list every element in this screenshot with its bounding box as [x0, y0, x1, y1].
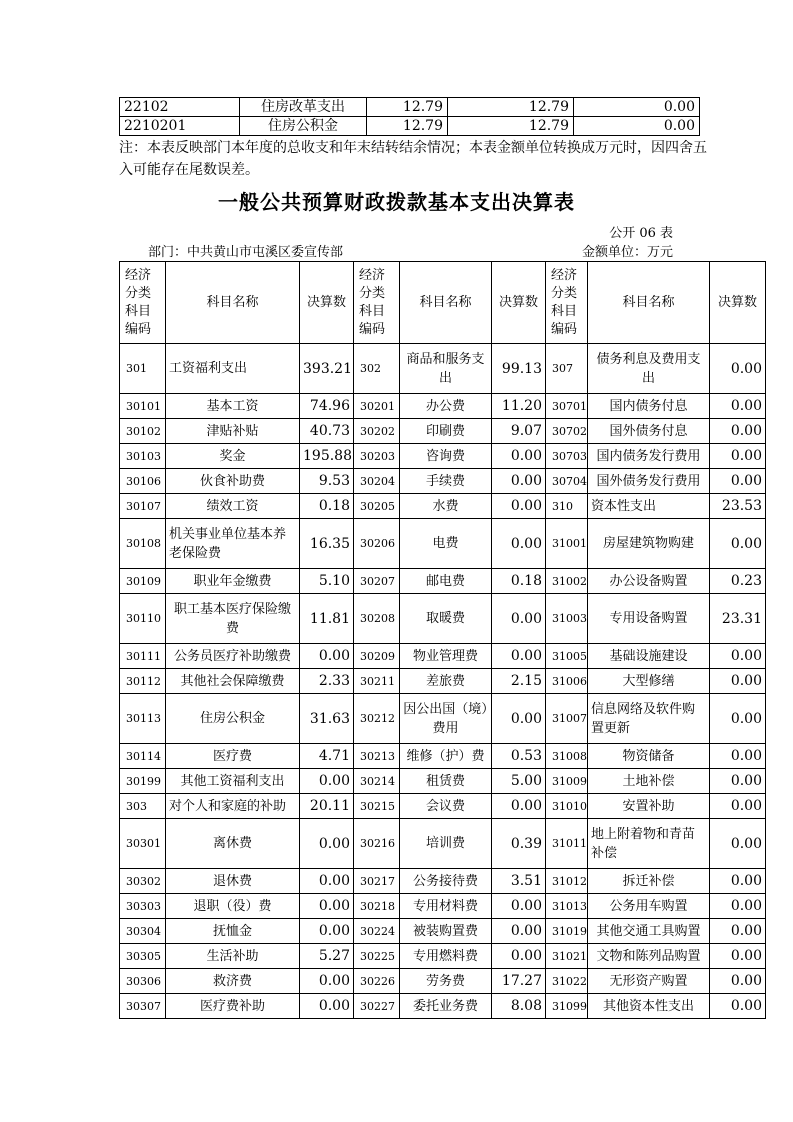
top-table — [119, 97, 700, 136]
cell-amount: 0.00 — [710, 344, 766, 394]
cell-code: 30224 — [354, 919, 400, 944]
table-row — [120, 644, 766, 669]
cell-code: 31010 — [546, 794, 588, 819]
cell-code: 31008 — [546, 744, 588, 769]
cell-code: 307 — [546, 344, 588, 394]
top-cell-v3: 0.00 — [574, 117, 700, 136]
cell-amount: 0.00 — [710, 469, 766, 494]
cell-code: 31005 — [546, 644, 588, 669]
header-code-3: 经济分类科目编码 — [546, 262, 588, 344]
cell-name: 公务员医疗补助缴费 — [166, 644, 300, 669]
cell-name: 对个人和家庭的补助 — [166, 794, 300, 819]
cell-amount: 195.88 — [300, 444, 354, 469]
cell-code: 302 — [354, 344, 400, 394]
cell-name: 劳务费 — [400, 969, 492, 994]
cell-amount: 40.73 — [300, 419, 354, 444]
top-cell-v1: 12.79 — [367, 98, 448, 117]
cell-code: 303 — [120, 794, 166, 819]
cell-amount: 0.00 — [710, 944, 766, 969]
cell-code: 31002 — [546, 569, 588, 594]
cell-name: 国外债务付息 — [588, 419, 710, 444]
table-note: 注：本表反映部门本年度的总收支和年末结转结余情况；本表金额单位转换成万元时，因四舍五入可能存在尾数误差。 — [119, 140, 707, 178]
cell-code: 31022 — [546, 969, 588, 994]
cell-code: 31003 — [546, 594, 588, 644]
cell-amount: 0.23 — [710, 569, 766, 594]
cell-name: 咨询费 — [400, 444, 492, 469]
top-table-row — [120, 117, 700, 136]
cell-code: 30209 — [354, 644, 400, 669]
cell-amount: 99.13 — [492, 344, 546, 394]
cell-code: 30211 — [354, 669, 400, 694]
cell-name: 电费 — [400, 519, 492, 569]
cell-amount: 0.00 — [492, 944, 546, 969]
header-name-2: 科目名称 — [400, 262, 492, 344]
cell-name: 住房公积金 — [166, 694, 300, 744]
cell-code: 31009 — [546, 769, 588, 794]
cell-amount: 0.00 — [300, 769, 354, 794]
top-cell-name: 住房公积金 — [240, 117, 367, 136]
cell-name: 因公出国（境）费用 — [400, 694, 492, 744]
cell-code: 30102 — [120, 419, 166, 444]
cell-amount: 0.00 — [710, 394, 766, 419]
table-row — [120, 344, 766, 394]
cell-amount: 11.20 — [492, 394, 546, 419]
cell-amount: 3.51 — [492, 869, 546, 894]
cell-name: 奖金 — [166, 444, 300, 469]
cell-name: 文物和陈列品购置 — [588, 944, 710, 969]
cell-amount: 0.00 — [710, 969, 766, 994]
cell-amount: 0.00 — [710, 894, 766, 919]
header-amount-2: 决算数 — [492, 262, 546, 344]
cell-name: 专用设备购置 — [588, 594, 710, 644]
cell-code: 30109 — [120, 569, 166, 594]
cell-code: 30301 — [120, 819, 166, 869]
cell-code: 31019 — [546, 919, 588, 944]
cell-amount: 0.00 — [492, 494, 546, 519]
cell-code: 30305 — [120, 944, 166, 969]
top-cell-code: 2210201 — [120, 117, 240, 136]
cell-code: 30108 — [120, 519, 166, 569]
cell-name: 公务用车购置 — [588, 894, 710, 919]
cell-amount: 0.00 — [710, 644, 766, 669]
cell-name: 退职（役）费 — [166, 894, 300, 919]
cell-code: 30205 — [354, 494, 400, 519]
table-row — [120, 419, 766, 444]
cell-name: 职业年金缴费 — [166, 569, 300, 594]
top-cell-v2: 12.79 — [448, 98, 574, 117]
cell-code: 30227 — [354, 994, 400, 1019]
cell-code: 31007 — [546, 694, 588, 744]
cell-amount: 0.00 — [710, 444, 766, 469]
cell-code: 30218 — [354, 894, 400, 919]
cell-code: 30304 — [120, 919, 166, 944]
cell-amount: 8.08 — [492, 994, 546, 1019]
cell-code: 31099 — [546, 994, 588, 1019]
cell-name: 物业管理费 — [400, 644, 492, 669]
table-row — [120, 819, 766, 869]
cell-amount: 5.00 — [492, 769, 546, 794]
cell-name: 离休费 — [166, 819, 300, 869]
cell-code: 30112 — [120, 669, 166, 694]
cell-amount: 0.00 — [492, 594, 546, 644]
form-number: 公开 06 表 — [609, 226, 673, 241]
cell-amount: 0.00 — [710, 419, 766, 444]
header-name-1: 科目名称 — [166, 262, 300, 344]
page-title: 一般公共预算财政拨款基本支出决算表 — [218, 190, 575, 214]
cell-amount: 0.00 — [710, 919, 766, 944]
cell-name: 土地补偿 — [588, 769, 710, 794]
cell-name: 公务接待费 — [400, 869, 492, 894]
cell-code: 30204 — [354, 469, 400, 494]
cell-code: 30113 — [120, 694, 166, 744]
table-row — [120, 744, 766, 769]
expenditure-table — [119, 261, 766, 1019]
table-row — [120, 569, 766, 594]
cell-amount: 20.11 — [300, 794, 354, 819]
cell-amount: 4.71 — [300, 744, 354, 769]
cell-amount: 0.00 — [492, 444, 546, 469]
cell-code: 31006 — [546, 669, 588, 694]
cell-amount: 0.39 — [492, 819, 546, 869]
cell-name: 商品和服务支出 — [400, 344, 492, 394]
cell-code: 30103 — [120, 444, 166, 469]
cell-name: 被装购置费 — [400, 919, 492, 944]
cell-name: 其他工资福利支出 — [166, 769, 300, 794]
cell-code: 30215 — [354, 794, 400, 819]
table-row — [120, 444, 766, 469]
cell-amount: 2.33 — [300, 669, 354, 694]
cell-name: 办公设备购置 — [588, 569, 710, 594]
top-cell-v3: 0.00 — [574, 98, 700, 117]
table-row — [120, 944, 766, 969]
cell-amount: 0.00 — [710, 769, 766, 794]
cell-code: 30703 — [546, 444, 588, 469]
cell-code: 31011 — [546, 819, 588, 869]
department-label: 部门：中共黄山市屯溪区委宣传部 — [148, 245, 344, 260]
cell-amount: 0.00 — [710, 744, 766, 769]
cell-name: 委托业务费 — [400, 994, 492, 1019]
cell-name: 伙食补助费 — [166, 469, 300, 494]
cell-code: 30307 — [120, 994, 166, 1019]
cell-code: 30216 — [354, 819, 400, 869]
cell-name: 物资储备 — [588, 744, 710, 769]
cell-name: 差旅费 — [400, 669, 492, 694]
amount-unit-label: 金额单位：万元 — [581, 245, 673, 260]
cell-amount: 9.53 — [300, 469, 354, 494]
cell-code: 30302 — [120, 869, 166, 894]
table-row — [120, 919, 766, 944]
cell-amount: 2.15 — [492, 669, 546, 694]
cell-code: 30203 — [354, 444, 400, 469]
cell-code: 30701 — [546, 394, 588, 419]
cell-name: 会议费 — [400, 794, 492, 819]
cell-name: 生活补助 — [166, 944, 300, 969]
top-cell-v2: 12.79 — [448, 117, 574, 136]
cell-amount: 0.00 — [710, 519, 766, 569]
cell-code: 30214 — [354, 769, 400, 794]
cell-amount: 0.00 — [710, 669, 766, 694]
cell-amount: 23.53 — [710, 494, 766, 519]
table-row — [120, 394, 766, 419]
table-row — [120, 994, 766, 1019]
cell-amount: 0.00 — [300, 969, 354, 994]
cell-name: 国外债务发行费用 — [588, 469, 710, 494]
cell-amount: 0.00 — [492, 919, 546, 944]
table-row — [120, 794, 766, 819]
cell-code: 31013 — [546, 894, 588, 919]
cell-name: 专用燃料费 — [400, 944, 492, 969]
cell-amount: 17.27 — [492, 969, 546, 994]
cell-code: 30201 — [354, 394, 400, 419]
cell-code: 30225 — [354, 944, 400, 969]
cell-name: 抚恤金 — [166, 919, 300, 944]
cell-amount: 0.00 — [710, 794, 766, 819]
cell-name: 基础设施建设 — [588, 644, 710, 669]
header-amount-3: 决算数 — [710, 262, 766, 344]
table-row — [120, 594, 766, 644]
cell-name: 其他交通工具购置 — [588, 919, 710, 944]
top-table-row — [120, 98, 700, 117]
cell-name: 医疗费补助 — [166, 994, 300, 1019]
cell-code: 30213 — [354, 744, 400, 769]
cell-name: 印刷费 — [400, 419, 492, 444]
table-row — [120, 869, 766, 894]
cell-amount: 23.31 — [710, 594, 766, 644]
cell-name: 房屋建筑物购建 — [588, 519, 710, 569]
cell-amount: 5.27 — [300, 944, 354, 969]
cell-code: 30206 — [354, 519, 400, 569]
top-cell-name: 住房改革支出 — [240, 98, 367, 117]
cell-amount: 9.07 — [492, 419, 546, 444]
cell-code: 31021 — [546, 944, 588, 969]
cell-amount: 0.00 — [492, 469, 546, 494]
cell-amount: 5.10 — [300, 569, 354, 594]
cell-name: 大型修缮 — [588, 669, 710, 694]
cell-code: 30207 — [354, 569, 400, 594]
header-code-2: 经济分类科目编码 — [354, 262, 400, 344]
cell-name: 国内债务付息 — [588, 394, 710, 419]
cell-name: 安置补助 — [588, 794, 710, 819]
cell-code: 30217 — [354, 869, 400, 894]
cell-amount: 0.00 — [492, 694, 546, 744]
cell-amount: 74.96 — [300, 394, 354, 419]
cell-code: 30114 — [120, 744, 166, 769]
cell-name: 绩效工资 — [166, 494, 300, 519]
cell-amount: 0.00 — [300, 919, 354, 944]
header-row — [120, 262, 766, 344]
cell-name: 租赁费 — [400, 769, 492, 794]
table-row — [120, 769, 766, 794]
cell-code: 30704 — [546, 469, 588, 494]
cell-amount: 0.00 — [710, 994, 766, 1019]
cell-amount: 0.00 — [492, 644, 546, 669]
cell-name: 债务利息及费用支出 — [588, 344, 710, 394]
cell-amount: 0.00 — [492, 894, 546, 919]
cell-name: 工资福利支出 — [166, 344, 300, 394]
cell-name: 医疗费 — [166, 744, 300, 769]
cell-name: 国内债务发行费用 — [588, 444, 710, 469]
cell-amount: 31.63 — [300, 694, 354, 744]
cell-code: 30212 — [354, 694, 400, 744]
table-row — [120, 969, 766, 994]
cell-code: 30702 — [546, 419, 588, 444]
cell-name: 培训费 — [400, 819, 492, 869]
cell-amount: 0.00 — [492, 794, 546, 819]
cell-amount: 0.00 — [300, 644, 354, 669]
cell-amount: 0.18 — [492, 569, 546, 594]
cell-code: 30226 — [354, 969, 400, 994]
table-row — [120, 669, 766, 694]
table-row — [120, 469, 766, 494]
cell-amount: 0.00 — [710, 694, 766, 744]
cell-code: 30110 — [120, 594, 166, 644]
cell-code: 31012 — [546, 869, 588, 894]
cell-name: 邮电费 — [400, 569, 492, 594]
cell-code: 310 — [546, 494, 588, 519]
top-cell-code: 22102 — [120, 98, 240, 117]
table-row — [120, 494, 766, 519]
cell-name: 津贴补贴 — [166, 419, 300, 444]
cell-name: 其他社会保障缴费 — [166, 669, 300, 694]
cell-name: 地上附着物和青苗补偿 — [588, 819, 710, 869]
cell-name: 无形资产购置 — [588, 969, 710, 994]
cell-name: 水费 — [400, 494, 492, 519]
cell-name: 退休费 — [166, 869, 300, 894]
cell-amount: 0.00 — [300, 894, 354, 919]
cell-name: 维修（护）费 — [400, 744, 492, 769]
cell-name: 办公费 — [400, 394, 492, 419]
cell-code: 30202 — [354, 419, 400, 444]
cell-name: 专用材料费 — [400, 894, 492, 919]
cell-amount: 11.81 — [300, 594, 354, 644]
cell-name: 救济费 — [166, 969, 300, 994]
cell-name: 机关事业单位基本养老保险费 — [166, 519, 300, 569]
top-cell-v1: 12.79 — [367, 117, 448, 136]
cell-amount: 0.00 — [300, 994, 354, 1019]
cell-code: 30199 — [120, 769, 166, 794]
cell-amount: 0.53 — [492, 744, 546, 769]
cell-amount: 0.00 — [492, 519, 546, 569]
cell-code: 30107 — [120, 494, 166, 519]
table-row — [120, 519, 766, 569]
cell-name: 职工基本医疗保险缴费 — [166, 594, 300, 644]
cell-name: 基本工资 — [166, 394, 300, 419]
header-name-3: 科目名称 — [588, 262, 710, 344]
cell-code: 30101 — [120, 394, 166, 419]
cell-name: 拆迁补偿 — [588, 869, 710, 894]
cell-name: 取暖费 — [400, 594, 492, 644]
header-amount-1: 决算数 — [300, 262, 354, 344]
header-code-1: 经济分类科目编码 — [120, 262, 166, 344]
cell-code: 30208 — [354, 594, 400, 644]
cell-amount: 0.00 — [710, 869, 766, 894]
cell-code: 31001 — [546, 519, 588, 569]
cell-amount: 0.18 — [300, 494, 354, 519]
table-row — [120, 894, 766, 919]
cell-amount: 393.21 — [300, 344, 354, 394]
cell-code: 301 — [120, 344, 166, 394]
cell-name: 其他资本性支出 — [588, 994, 710, 1019]
cell-code: 30106 — [120, 469, 166, 494]
table-row — [120, 694, 766, 744]
cell-code: 30303 — [120, 894, 166, 919]
cell-code: 30306 — [120, 969, 166, 994]
cell-amount: 0.00 — [300, 869, 354, 894]
cell-amount: 0.00 — [710, 819, 766, 869]
cell-amount: 0.00 — [300, 819, 354, 869]
cell-name: 手续费 — [400, 469, 492, 494]
cell-code: 30111 — [120, 644, 166, 669]
cell-name: 信息网络及软件购置更新 — [588, 694, 710, 744]
cell-name: 资本性支出 — [588, 494, 710, 519]
cell-amount: 16.35 — [300, 519, 354, 569]
